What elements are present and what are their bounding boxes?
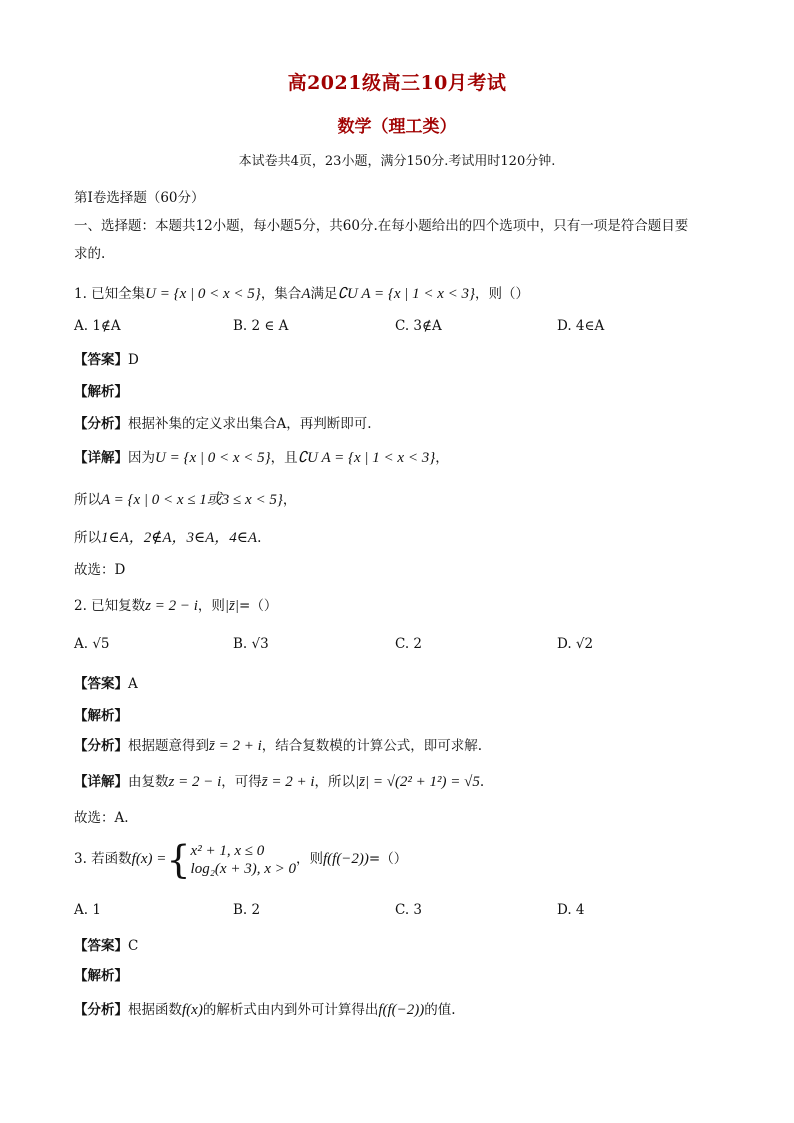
q1-so-2 xyxy=(74,526,261,547)
q2-stem-b: ，则 xyxy=(197,598,225,614)
q1-detail-complement: ∁U A = {x | 1 < x < 3} xyxy=(297,450,436,466)
q3-answer xyxy=(74,934,138,954)
q1-analysis-tag: 【解析】 xyxy=(74,384,128,400)
q3-fenxi xyxy=(74,998,456,1019)
q2-answer-value: A xyxy=(128,676,138,692)
q1-stem-b: ，集合 xyxy=(260,286,302,302)
q3-fenxi-b: 的解析式由内到外可计算得出 xyxy=(202,1002,379,1018)
q1-so1-a: 所以 xyxy=(74,492,101,508)
q3-answer-tag: 【答案】 xyxy=(74,938,128,954)
q3-stem xyxy=(74,837,408,882)
q1-stem-d: ，则（） xyxy=(475,286,530,302)
exam-subtitle: 数学（理工类） xyxy=(337,117,457,137)
q1-fenxi xyxy=(74,412,372,432)
q3-fenxi-fx: f(x) xyxy=(182,1002,203,1018)
q3-analysis-tag: 【解析】 xyxy=(74,968,128,984)
q2-stem-c: =（） xyxy=(239,598,278,614)
q1-detail-b: ，且 xyxy=(270,450,298,466)
q1-complement: ∁U A = {x | 1 < x < 3} xyxy=(337,286,476,302)
q3-answer-value: C xyxy=(128,938,139,954)
q3-option-c: C. 3 xyxy=(395,902,423,918)
q1-answer-tag: 【答案】 xyxy=(74,352,128,368)
section-instructions-2: 求的. xyxy=(74,246,106,262)
q1-option-d: D. 4∈A xyxy=(557,318,605,334)
q2-detail-modulus: |z̄| = √(2² + 1²) = √5 xyxy=(355,774,480,790)
q2-detail-zbar: z̄ = 2 + i xyxy=(261,774,315,790)
q1-option-c: C. 3∉A xyxy=(395,318,442,334)
q1-option-a: A. 1∉A xyxy=(74,318,121,334)
q3-brace: { xyxy=(166,837,191,882)
q2-abs-zbar: |z̄| xyxy=(224,598,240,614)
q2-stem xyxy=(74,594,277,615)
q2-detail xyxy=(74,770,484,791)
q2-option-c: C. 2 xyxy=(395,636,423,652)
q1-set-a: A xyxy=(301,286,311,302)
q1-so2-math: 1∈A，2∉A，3∈A，4∈A xyxy=(101,530,258,546)
q3-stem-b: ，则 xyxy=(295,851,323,867)
q2-answer-tag: 【答案】 xyxy=(74,676,128,692)
q2-option-d: D. √2 xyxy=(557,636,594,652)
q3-case-2: log₂(x + 3), x > 0 xyxy=(190,860,296,877)
q2-fenxi-math: z̄ = 2 + i xyxy=(209,738,262,754)
q3-stem-a: 3. 若函数 xyxy=(74,851,132,867)
q3-option-b: B. 2 xyxy=(233,902,261,918)
q3-case-1: x² + 1, x ≤ 0 xyxy=(190,842,265,859)
q1-universal-set: U = {x | 0 < x < 5} xyxy=(145,286,261,302)
q2-option-b: B. √3 xyxy=(233,636,269,652)
q2-detail-b: ，可得 xyxy=(221,774,262,790)
q1-fenxi-tag: 【分析】 xyxy=(74,416,128,432)
q2-stem-a: 2. 已知复数 xyxy=(74,598,146,614)
q2-choose: 故选：A. xyxy=(74,810,129,826)
q1-so1-math: A = {x | 0 < x ≤ 1或3 ≤ x < 5} xyxy=(101,492,283,508)
q1-stem-c: 满足 xyxy=(310,286,338,302)
q1-detail-universal: U = {x | 0 < x < 5} xyxy=(155,450,271,466)
section-instructions-1: 一、选择题：本题共12小题，每小题5分，共60分.在每小题给出的四个选项中，只有一项是符合题目要 xyxy=(74,218,689,234)
q1-answer-value: D xyxy=(128,352,139,368)
q3-ff: f(f(−2)) xyxy=(322,851,369,867)
exam-note: 本试卷共4页，23小题，满分150分.考试用时120分钟. xyxy=(238,154,556,169)
q2-option-a: A. √5 xyxy=(74,636,110,652)
q3-fenxi-ff: f(f(−2)) xyxy=(378,1002,425,1018)
q1-stem-a: 1. 已知全集 xyxy=(74,286,146,302)
q1-so1-b: ， xyxy=(282,492,297,508)
q2-detail-c: ，所以 xyxy=(314,774,355,790)
q2-analysis-tag: 【解析】 xyxy=(74,708,128,724)
q3-fx: f(x) = xyxy=(131,851,167,867)
q3-piecewise xyxy=(191,842,296,878)
q2-detail-d: . xyxy=(479,774,485,790)
q1-detail-tag: 【详解】 xyxy=(74,450,128,466)
q1-detail-a: 因为 xyxy=(128,450,155,466)
q3-option-d: D. 4 xyxy=(557,902,585,918)
q1-answer xyxy=(74,348,139,368)
q3-fenxi-c: 的值. xyxy=(424,1002,456,1018)
q1-detail-c: ， xyxy=(435,450,449,466)
q2-fenxi-tag: 【分析】 xyxy=(74,738,128,754)
q2-fenxi-b: ，结合复数模的计算公式，即可求解. xyxy=(261,738,483,754)
q1-fenxi-text: 根据补集的定义求出集合A，再判断即可. xyxy=(128,416,372,432)
q3-fenxi-tag: 【分析】 xyxy=(74,1002,128,1018)
exam-title: 高2021级高三10月考试 xyxy=(287,72,507,94)
q3-fenxi-a: 根据函数 xyxy=(128,1002,182,1018)
q2-detail-tag: 【详解】 xyxy=(74,774,128,790)
q1-option-b: B. 2 ∈ A xyxy=(233,318,289,334)
q2-detail-z: z = 2 − i xyxy=(168,774,222,790)
q1-detail xyxy=(74,446,449,467)
q1-so2-b: . xyxy=(257,530,262,546)
q3-option-a: A. 1 xyxy=(74,902,101,918)
q2-detail-a: 由复数 xyxy=(128,774,169,790)
q1-so2-a: 所以 xyxy=(74,530,101,546)
q2-answer xyxy=(74,672,138,692)
q2-fenxi-a: 根据题意得到 xyxy=(128,738,209,754)
q3-stem-c: =（） xyxy=(368,851,408,867)
q2-fenxi xyxy=(74,734,482,755)
q1-stem xyxy=(74,282,529,303)
q2-z-eq: z = 2 − i xyxy=(145,598,198,614)
q1-so-1 xyxy=(74,488,296,509)
section-part: 第Ⅰ卷选择题（60分） xyxy=(74,190,205,206)
q1-choose: 故选：D xyxy=(74,562,126,578)
